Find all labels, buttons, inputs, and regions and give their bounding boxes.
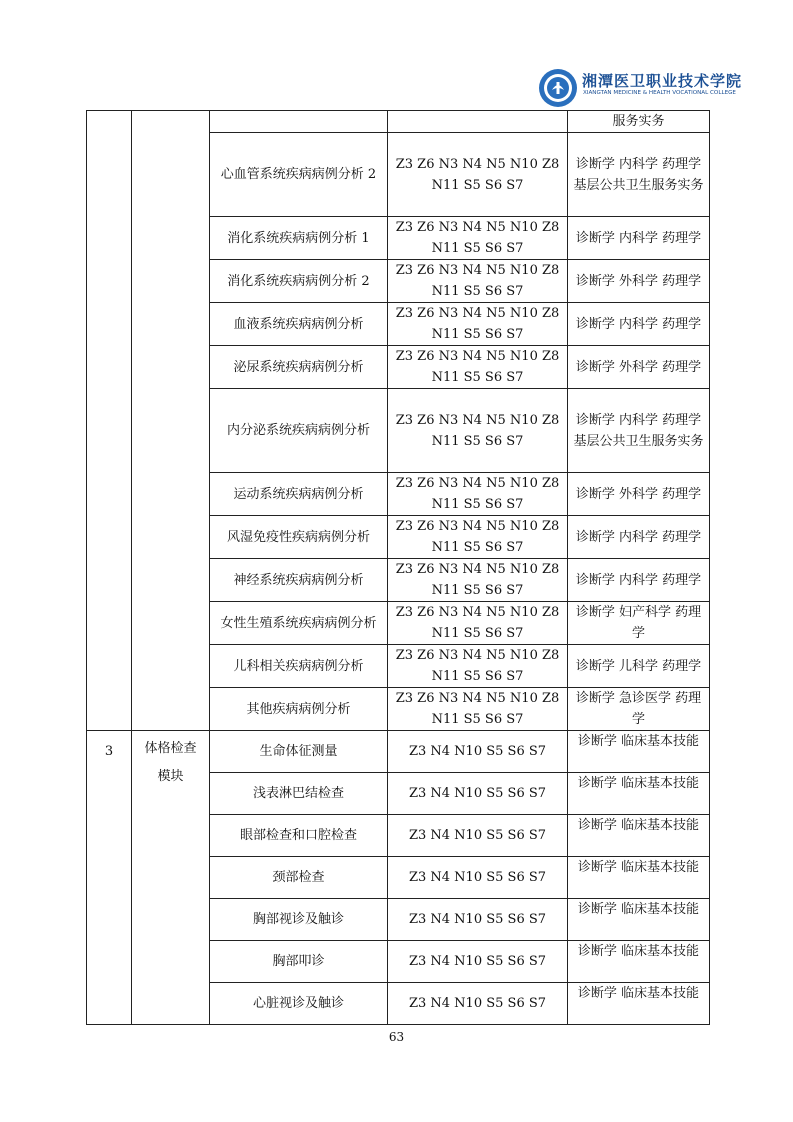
course-cell: 胸部视诊及触诊 — [210, 899, 388, 941]
course-cell: 泌尿系统疾病病例分析 — [210, 346, 388, 389]
table-body — [87, 111, 710, 1025]
codes-cell: Z3 Z6 N3 N4 N5 N10 Z8 N11 S5 S6 S7 — [388, 217, 568, 260]
module-index-cell: 3 — [87, 731, 132, 1025]
subjects-cell: 诊断学 临床基本技能 — [568, 899, 710, 941]
codes-cell: Z3 Z6 N3 N4 N5 N10 Z8 N11 S5 S6 S7 — [388, 645, 568, 688]
codes-cell: Z3 N4 N10 S5 S6 S7 — [388, 731, 568, 773]
subjects-cell: 诊断学 妇产科学 药理学 — [568, 602, 710, 645]
codes-cell: Z3 Z6 N3 N4 N5 N10 Z8 N11 S5 S6 S7 — [388, 133, 568, 217]
course-cell: 消化系统疾病病例分析 2 — [210, 260, 388, 303]
codes-cell: Z3 Z6 N3 N4 N5 N10 Z8 N11 S5 S6 S7 — [388, 346, 568, 389]
course-cell: 其他疾病病例分析 — [210, 688, 388, 731]
index-cell-continued — [87, 111, 132, 731]
codes-cell: Z3 Z6 N3 N4 N5 N10 Z8 N11 S5 S6 S7 — [388, 516, 568, 559]
subjects-cell: 诊断学 内科学 药理学 基层公共卫生服务实务 — [568, 389, 710, 473]
college-emblem-icon — [538, 68, 578, 108]
subjects-cell: 诊断学 外科学 药理学 — [568, 473, 710, 516]
codes-cell: Z3 N4 N10 S5 S6 S7 — [388, 773, 568, 815]
course-cell: 消化系统疾病病例分析 1 — [210, 217, 388, 260]
course-cell: 神经系统疾病病例分析 — [210, 559, 388, 602]
module-name-cell: 体格检查模块 — [132, 731, 210, 1025]
course-cell: 风湿免疫性疾病病例分析 — [210, 516, 388, 559]
page-number: 63 — [388, 1030, 405, 1044]
table-row — [87, 731, 710, 773]
course-cell: 胸部叩诊 — [210, 941, 388, 983]
subjects-cell: 诊断学 临床基本技能 — [568, 773, 710, 815]
codes-cell: Z3 N4 N10 S5 S6 S7 — [388, 941, 568, 983]
college-logo — [538, 66, 743, 112]
codes-cell: Z3 Z6 N3 N4 N5 N10 Z8 N11 S5 S6 S7 — [388, 389, 568, 473]
course-cell: 内分泌系统疾病病例分析 — [210, 389, 388, 473]
codes-cell: Z3 Z6 N3 N4 N5 N10 Z8 N11 S5 S6 S7 — [388, 688, 568, 731]
codes-cell: Z3 Z6 N3 N4 N5 N10 Z8 N11 S5 S6 S7 — [388, 473, 568, 516]
module-cell-continued — [132, 111, 210, 731]
subjects-cell: 诊断学 内科学 药理学 — [568, 217, 710, 260]
course-cell: 浅表淋巴结检查 — [210, 773, 388, 815]
subjects-cell: 诊断学 儿科学 药理学 — [568, 645, 710, 688]
subjects-cell: 诊断学 内科学 药理学 — [568, 303, 710, 346]
table-row — [87, 111, 710, 133]
subjects-cell: 诊断学 临床基本技能 — [568, 731, 710, 773]
course-cell: 儿科相关疾病病例分析 — [210, 645, 388, 688]
codes-cell: Z3 Z6 N3 N4 N5 N10 Z8 N11 S5 S6 S7 — [388, 260, 568, 303]
subjects-cell: 诊断学 外科学 药理学 — [568, 260, 710, 303]
codes-cell: Z3 N4 N10 S5 S6 S7 — [388, 857, 568, 899]
codes-cell: Z3 N4 N10 S5 S6 S7 — [388, 815, 568, 857]
college-name-en: XIANGTAN MEDICINE & HEALTH VOCATIONAL COLLEGE — [583, 90, 736, 96]
codes-cell: Z3 N4 N10 S5 S6 S7 — [388, 899, 568, 941]
course-cell: 眼部检查和口腔检查 — [210, 815, 388, 857]
subjects-cell: 诊断学 临床基本技能 — [568, 941, 710, 983]
subjects-cell: 诊断学 临床基本技能 — [568, 815, 710, 857]
subjects-cell: 诊断学 内科学 药理学 — [568, 516, 710, 559]
course-cell: 女性生殖系统疾病病例分析 — [210, 602, 388, 645]
subjects-cell: 诊断学 外科学 药理学 — [568, 346, 710, 389]
college-name-cn: 湘潭医卫职业技术学院 — [582, 72, 743, 90]
course-cell: 心血管系统疾病病例分析 2 — [210, 133, 388, 217]
course-cell: 心脏视诊及触诊 — [210, 983, 388, 1025]
subjects-cell: 诊断学 急诊医学 药理学 — [568, 688, 710, 731]
course-cell: 颈部检查 — [210, 857, 388, 899]
subjects-cell: 诊断学 内科学 药理学 基层公共卫生服务实务 — [568, 133, 710, 217]
subjects-cell: 诊断学 临床基本技能 — [568, 857, 710, 899]
codes-cell: Z3 Z6 N3 N4 N5 N10 Z8 N11 S5 S6 S7 — [388, 559, 568, 602]
codes-cell: Z3 Z6 N3 N4 N5 N10 Z8 N11 S5 S6 S7 — [388, 602, 568, 645]
codes-cell: Z3 N4 N10 S5 S6 S7 — [388, 983, 568, 1025]
subjects-cell: 诊断学 内科学 药理学 — [568, 559, 710, 602]
course-cell: 生命体征测量 — [210, 731, 388, 773]
course-cell — [210, 111, 388, 133]
course-cell: 运动系统疾病病例分析 — [210, 473, 388, 516]
subjects-cell: 服务实务 — [568, 111, 710, 133]
subjects-cell: 诊断学 临床基本技能 — [568, 983, 710, 1025]
codes-cell — [388, 111, 568, 133]
course-cell: 血液系统疾病病例分析 — [210, 303, 388, 346]
codes-cell: Z3 Z6 N3 N4 N5 N10 Z8 N11 S5 S6 S7 — [388, 303, 568, 346]
curriculum-table — [86, 110, 710, 1025]
